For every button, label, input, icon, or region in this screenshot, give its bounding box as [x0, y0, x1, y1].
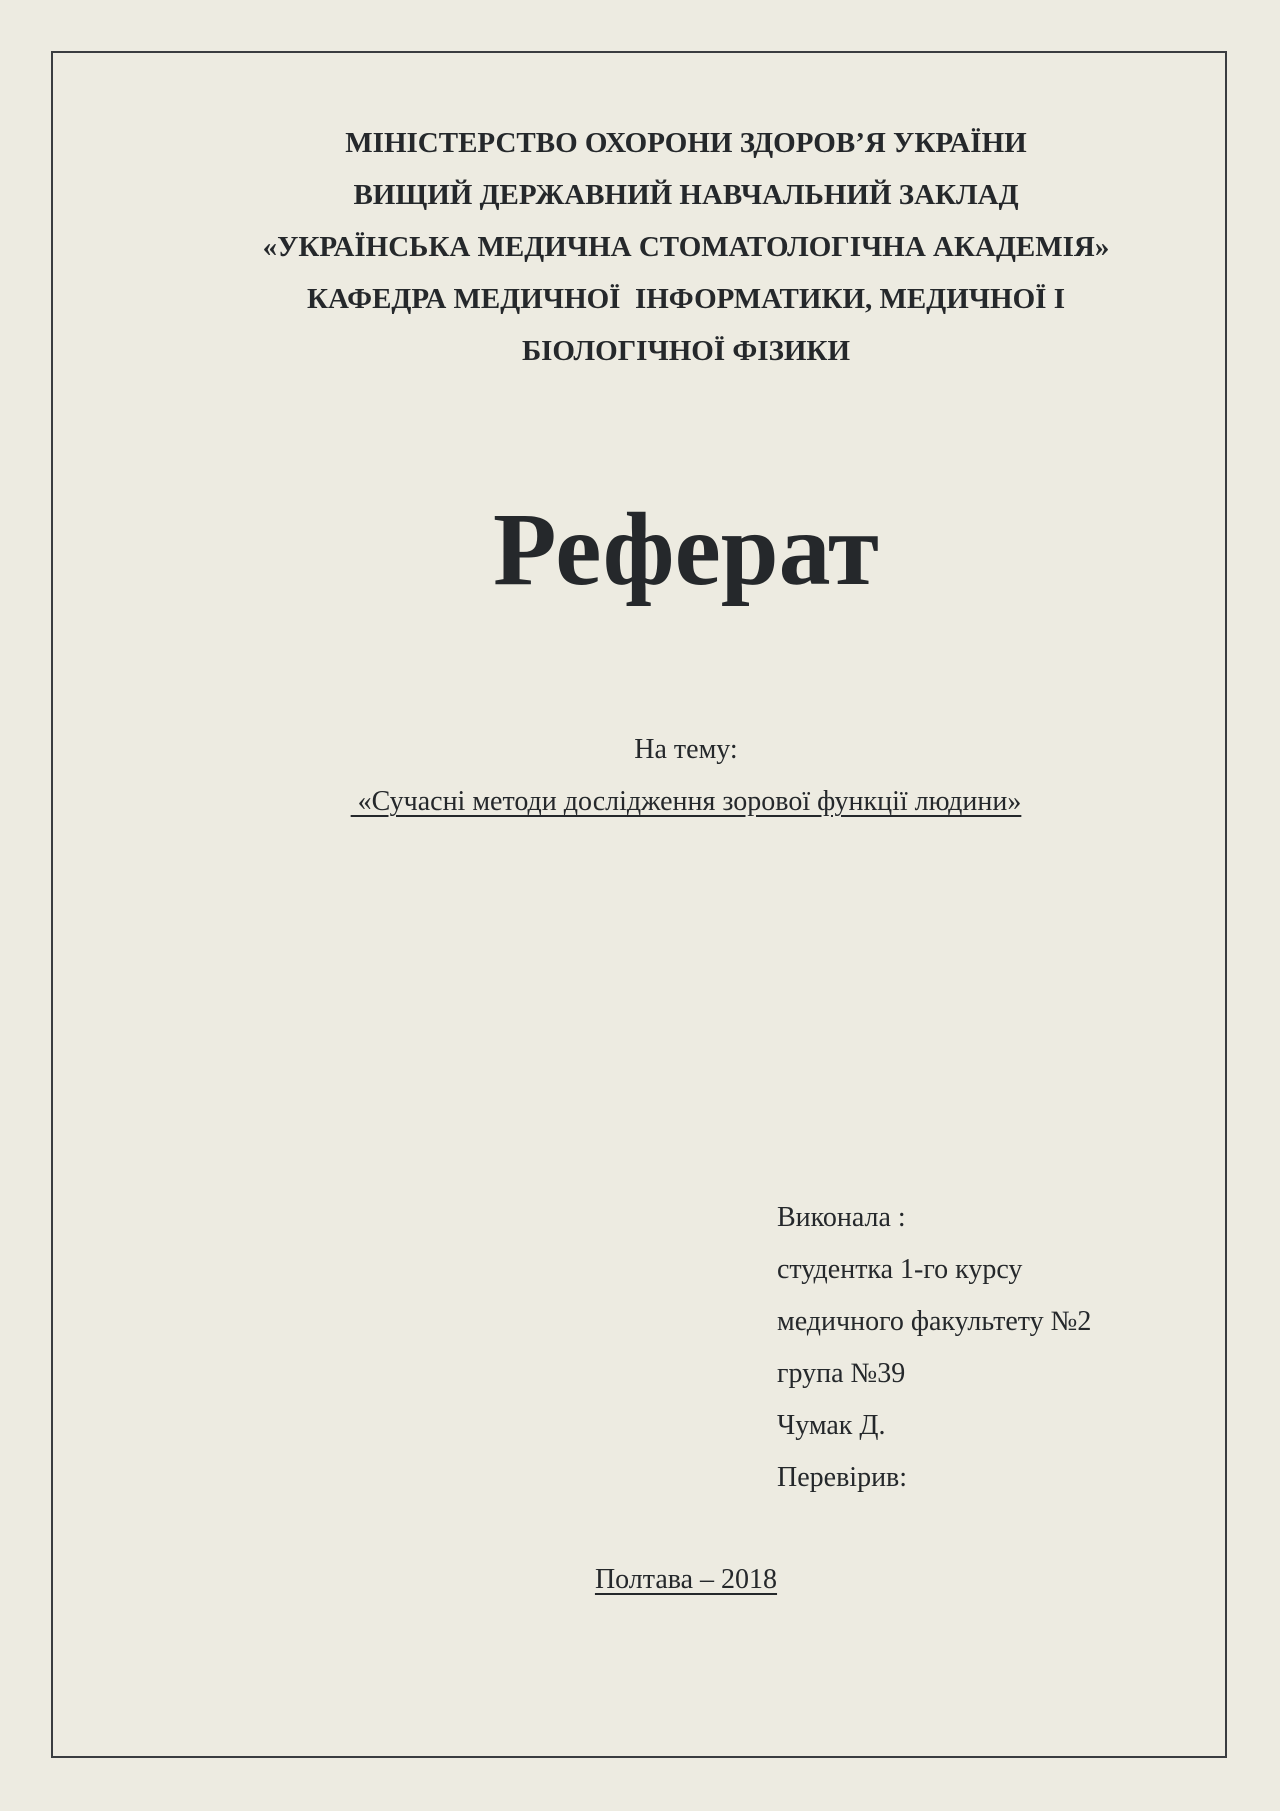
checked-label: Перевірив: — [777, 1462, 908, 1493]
student-faculty: медичного факультету №2 — [777, 1306, 1092, 1337]
student-name: Чумак Д. — [777, 1410, 886, 1441]
city-year-text: Полтава – 2018 — [594, 1564, 778, 1595]
topic-text: «Сучасні методи дослідження зорової функції людини» — [350, 786, 1022, 817]
ministry-line: МІНІСТЕРСТВО ОХОРОНИ ЗДОРОВ’Я УКРАЇНИ — [345, 127, 1027, 159]
author-info — [777, 1192, 1091, 1504]
city-year-footer — [0, 1558, 1280, 1602]
topic-value — [0, 780, 1280, 824]
student-course: студентка 1-го курсу — [777, 1254, 1023, 1285]
institution-type-line: ВИЩИЙ ДЕРЖАВНИЙ НАВЧАЛЬНИЙ ЗАКЛАД — [353, 179, 1019, 211]
institution-header — [0, 117, 1280, 377]
topic-label: На тему: — [634, 734, 738, 765]
academy-line: «УКРАЇНСЬКА МЕДИЧНА СТОМАТОЛОГІЧНА АКАДЕМІЯ» — [262, 231, 1110, 263]
department-line-2: БІОЛОГІЧНОЇ ФІЗИКИ — [521, 335, 851, 367]
student-group: група №39 — [777, 1358, 906, 1389]
document-title: Реферат — [493, 492, 879, 607]
department-line-1: КАФЕДРА МЕДИЧНОЇ ІНФОРМАТИКИ, МЕДИЧНОЇ І — [307, 283, 1065, 315]
performed-label: Виконала : — [777, 1202, 906, 1233]
